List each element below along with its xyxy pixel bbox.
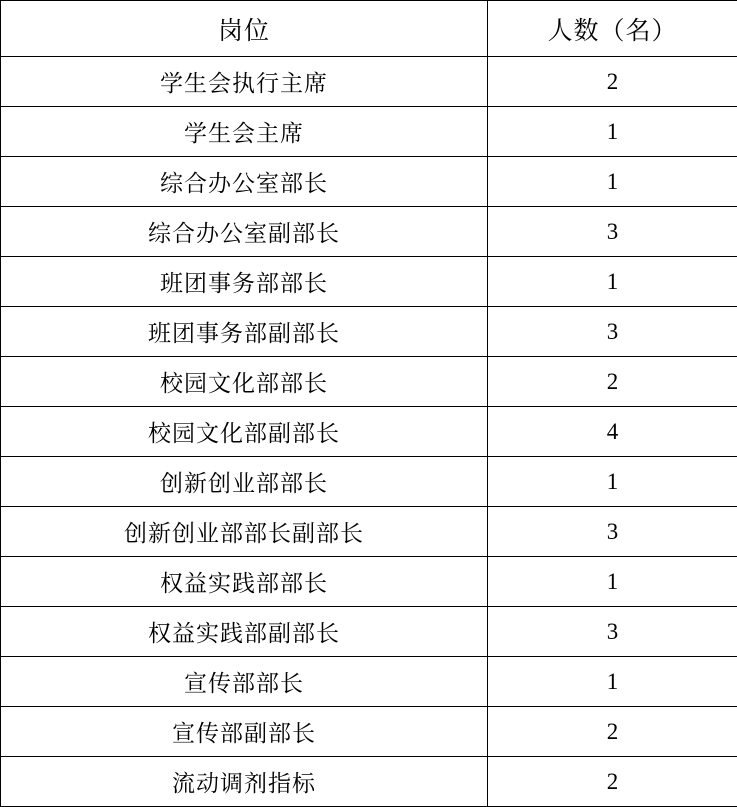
cell-count: 1 [488, 557, 737, 607]
cell-position: 权益实践部部长 [1, 557, 488, 607]
table-header [1, 1, 737, 57]
cell-position: 创新创业部部长副部长 [1, 507, 488, 557]
table-row [1, 207, 737, 257]
cell-position: 综合办公室部长 [1, 157, 488, 207]
cell-position: 校园文化部部长 [1, 357, 488, 407]
table-row [1, 107, 737, 157]
cell-count: 1 [488, 457, 737, 507]
cell-position: 权益实践部副部长 [1, 607, 488, 657]
table-row [1, 407, 737, 457]
table-body [1, 57, 737, 807]
table-row [1, 507, 737, 557]
cell-count: 2 [488, 57, 737, 107]
table-row [1, 57, 737, 107]
cell-count: 3 [488, 507, 737, 557]
cell-position: 流动调剂指标 [1, 757, 488, 807]
table-row [1, 157, 737, 207]
cell-count: 2 [488, 707, 737, 757]
table-row [1, 607, 737, 657]
cell-position: 班团事务部部长 [1, 257, 488, 307]
cell-position: 班团事务部副部长 [1, 307, 488, 357]
cell-position: 宣传部部长 [1, 657, 488, 707]
table-row [1, 307, 737, 357]
column-header-count: 人数（名） [488, 1, 737, 57]
cell-position: 学生会主席 [1, 107, 488, 157]
table-row [1, 357, 737, 407]
table-row [1, 707, 737, 757]
table-row [1, 257, 737, 307]
table-row [1, 457, 737, 507]
cell-count: 1 [488, 257, 737, 307]
cell-position: 综合办公室副部长 [1, 207, 488, 257]
cell-position: 学生会执行主席 [1, 57, 488, 107]
cell-count: 2 [488, 357, 737, 407]
table-row [1, 757, 737, 807]
column-header-position: 岗位 [1, 1, 488, 57]
cell-count: 3 [488, 307, 737, 357]
cell-count: 2 [488, 757, 737, 807]
cell-count: 3 [488, 207, 737, 257]
cell-count: 4 [488, 407, 737, 457]
table-header-row [1, 1, 737, 57]
cell-count: 1 [488, 157, 737, 207]
cell-position: 宣传部副部长 [1, 707, 488, 757]
cell-position: 创新创业部部长 [1, 457, 488, 507]
cell-position: 校园文化部副部长 [1, 407, 488, 457]
cell-count: 1 [488, 107, 737, 157]
cell-count: 3 [488, 607, 737, 657]
table-row [1, 657, 737, 707]
cell-count: 1 [488, 657, 737, 707]
table-row [1, 557, 737, 607]
